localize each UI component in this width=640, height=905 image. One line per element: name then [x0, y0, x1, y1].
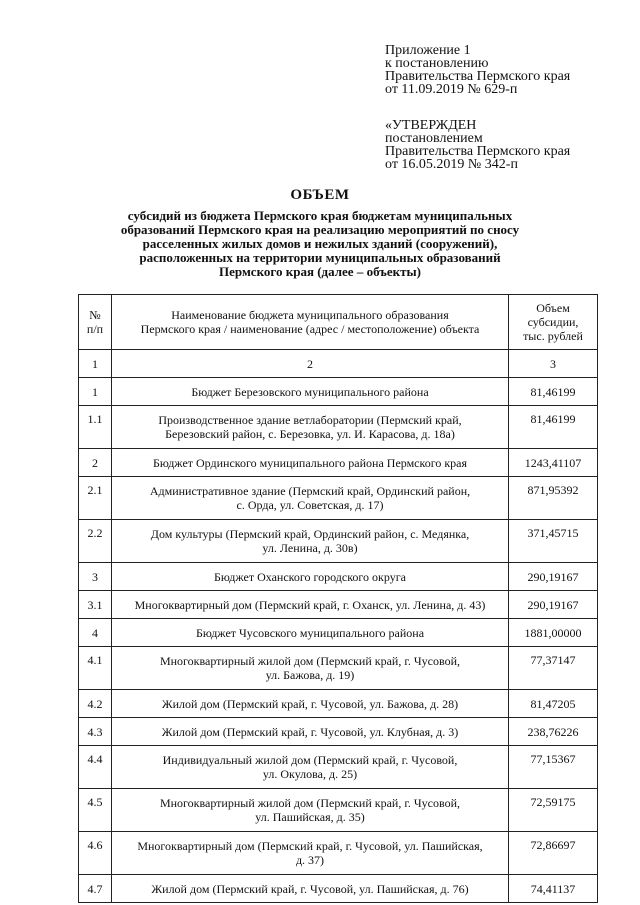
row-name-line: ул. Ленина, д. 30в): [262, 541, 358, 555]
header-name-line: Пермского края / наименование (адрес / местоположение) объекта: [140, 322, 480, 336]
header-num-line: п/п: [86, 322, 104, 336]
subtitle-line: расположенных на территории муниципальных образований: [139, 250, 501, 265]
table-row: [79, 832, 598, 875]
header-num-line: №: [89, 308, 101, 322]
header-name: [112, 295, 509, 350]
row-sum: 81,46199: [509, 406, 598, 449]
row-sum: 74,41137: [509, 875, 598, 903]
table-row: [79, 647, 598, 690]
row-sum: 72,86697: [509, 832, 598, 875]
row-name-line: ул. Бажова, д. 19): [265, 668, 355, 682]
subsidy-table: [78, 294, 598, 903]
approved-line: «УТВЕРЖДЕН: [385, 118, 477, 133]
row-name-line: Жилой дом (Пермский край, г. Чусовой, ул. Пашийская, д. 76): [151, 881, 469, 896]
row-name: [112, 449, 509, 477]
subtitle-line: субсидий из бюджета Пермского края бюджетам муниципальных: [127, 208, 513, 223]
column-number-row: [79, 350, 598, 378]
row-name: [112, 690, 509, 718]
row-name-line: с. Орда, ул. Советская, д. 17): [236, 498, 384, 512]
table-row: [79, 619, 598, 647]
header-num: [79, 295, 112, 350]
table-row: [79, 563, 598, 591]
approved-line: от 16.05.2019 № 342-п: [385, 157, 518, 172]
col-number: 3: [509, 350, 598, 378]
row-sum: 290,19167: [509, 591, 598, 619]
appendix-line: к постановлению: [385, 56, 489, 71]
row-name: [112, 619, 509, 647]
row-name-line: Многоквартирный дом (Пермский край, г. Оханск, ул. Ленина, д. 43): [134, 597, 486, 612]
row-name-line: д. 37): [295, 853, 325, 867]
row-sum: 290,19167: [509, 563, 598, 591]
appendix-line: от 11.09.2019 № 629-п: [385, 82, 518, 97]
row-sum: 81,47205: [509, 690, 598, 718]
row-number: 3.1: [79, 591, 112, 619]
row-number: 4.1: [79, 647, 112, 690]
row-name: [112, 875, 509, 903]
row-name: [112, 591, 509, 619]
row-number: 4.4: [79, 746, 112, 789]
table-row: [79, 477, 598, 520]
row-number: 4: [79, 619, 112, 647]
appendix-block: [385, 44, 570, 96]
row-number: 4.2: [79, 690, 112, 718]
table-row: [79, 875, 598, 903]
row-name-line: Бюджет Ординского муниципального района Пермского края: [152, 455, 468, 470]
row-number: 4.5: [79, 789, 112, 832]
row-name-line: ул. Окулова, д. 25): [262, 767, 358, 781]
row-number: 2.2: [79, 520, 112, 563]
table-row: [79, 690, 598, 718]
row-sum: 72,59175: [509, 789, 598, 832]
col-number: 2: [112, 350, 509, 378]
row-name-line: Многоквартирный дом (Пермский край, г. Чусовой, ул. Пашийская,: [137, 839, 483, 853]
table-row: [79, 520, 598, 563]
row-sum: 81,46199: [509, 378, 598, 406]
row-name-line: Жилой дом (Пермский край, г. Чусовой, ул. Бажова, д. 28): [161, 696, 459, 711]
row-name: [112, 718, 509, 746]
row-name-line: Индивидуальный жилой дом (Пермский край, г. Чусовой,: [162, 753, 458, 767]
row-number: 1.1: [79, 406, 112, 449]
row-name: [112, 647, 509, 690]
row-name: [112, 563, 509, 591]
row-name: [112, 477, 509, 520]
row-name-line: Березовский район, с. Березовка, ул. И. Карасова, д. 18а): [165, 427, 455, 441]
row-sum: 871,95392: [509, 477, 598, 520]
row-name-line: Бюджет Оханского городского округа: [214, 569, 406, 584]
row-number: 3: [79, 563, 112, 591]
row-name-line: Дом культуры (Пермский край, Ординский район, с. Медянка,: [150, 527, 470, 541]
row-name: [112, 832, 509, 875]
subtitle-line: образований Пермского края на реализацию мероприятий по сносу: [120, 222, 520, 237]
approved-line: постановлением: [385, 131, 483, 146]
row-name: [112, 789, 509, 832]
row-name-line: Жилой дом (Пермский край, г. Чусовой, ул. Клубная, д. 3): [161, 724, 459, 739]
row-number: 2: [79, 449, 112, 477]
row-name-line: Бюджет Березовского муниципального района: [191, 384, 429, 399]
subtitle-line: расселенных жилых домов и нежилых зданий (сооружений),: [142, 236, 498, 251]
subtitle-line: Пермского края (далее – объекты): [219, 264, 421, 279]
appendix-line: Правительства Пермского края: [385, 69, 571, 84]
row-number: 4.3: [79, 718, 112, 746]
row-name: [112, 746, 509, 789]
row-name-line: Производственное здание ветлаборатории (Пермский край,: [158, 413, 462, 427]
table-header-row: [79, 295, 598, 350]
header-sum-line: Объем: [536, 301, 570, 315]
table-row: [79, 378, 598, 406]
row-number: 4.6: [79, 832, 112, 875]
row-number: 1: [79, 378, 112, 406]
document-title: ОБЪЕМ: [290, 187, 350, 203]
table-row: [79, 449, 598, 477]
row-name-line: Многоквартирный жилой дом (Пермский край, г. Чусовой,: [159, 654, 461, 668]
row-name-line: Многоквартирный жилой дом (Пермский край, г. Чусовой,: [159, 796, 461, 810]
header-sum-line: субсидии,: [527, 315, 579, 329]
row-sum: 77,15367: [509, 746, 598, 789]
table-row: [79, 591, 598, 619]
approved-line: Правительства Пермского края: [385, 144, 571, 159]
header-sum-line: тыс. рублей: [523, 329, 583, 343]
row-sum: 238,76226: [509, 718, 598, 746]
row-name-line: ул. Пашийская, д. 35): [255, 810, 365, 824]
row-number: 2.1: [79, 477, 112, 520]
header-sum: [509, 295, 598, 350]
table-row: [79, 746, 598, 789]
row-number: 4.7: [79, 875, 112, 903]
row-name-line: Административное здание (Пермский край, Ординский район,: [149, 484, 471, 498]
row-name: [112, 406, 509, 449]
approved-block: [385, 119, 570, 171]
row-name: [112, 520, 509, 563]
appendix-line: Приложение 1: [385, 43, 471, 58]
table-row: [79, 406, 598, 449]
col-number: 1: [79, 350, 112, 378]
row-sum: 77,37147: [509, 647, 598, 690]
row-sum: 371,45715: [509, 520, 598, 563]
document-subtitle: [0, 209, 640, 279]
table-row: [79, 789, 598, 832]
row-sum: 1243,41107: [509, 449, 598, 477]
table-row: [79, 718, 598, 746]
row-name-line: Бюджет Чусовского муниципального района: [195, 625, 425, 640]
header-name-line: Наименование бюджета муниципального образования: [171, 308, 449, 322]
row-sum: 1881,00000: [509, 619, 598, 647]
row-name: [112, 378, 509, 406]
